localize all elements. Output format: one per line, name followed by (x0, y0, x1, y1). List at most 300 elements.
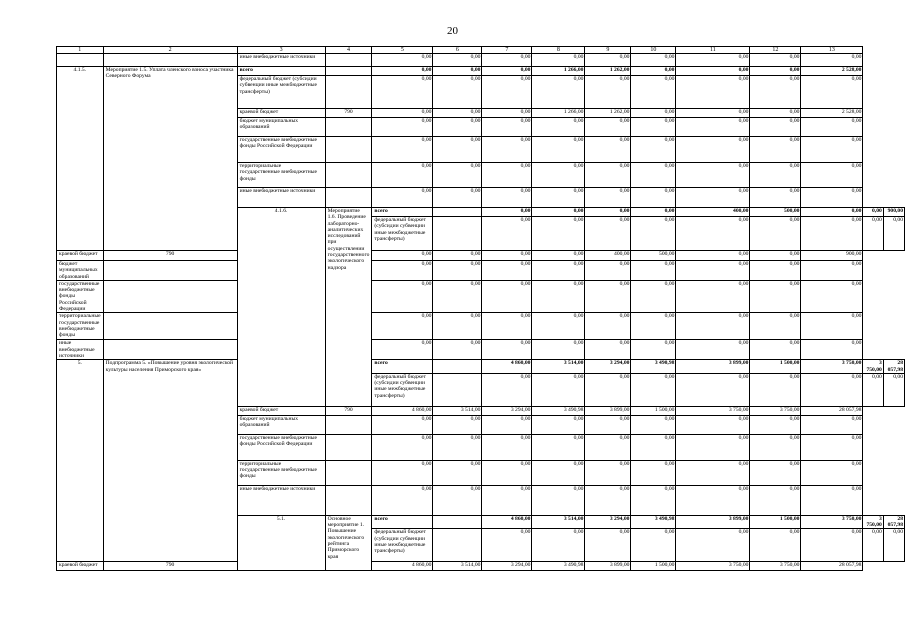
amount-cell: 1 262,00 (585, 67, 631, 76)
amount-cell: 0,00 (532, 137, 585, 163)
amount-cell: 0,00 (372, 67, 433, 76)
budget-code-cell (325, 460, 372, 485)
amount-cell: 0,00 (801, 373, 863, 406)
amount-cell: 0,00 (801, 434, 863, 460)
amount-cell: 0,00 (482, 434, 532, 460)
amount-cell: 0,00 (801, 460, 863, 485)
amount-cell: 0,00 (433, 76, 482, 109)
amount-cell: 0,00 (585, 118, 631, 137)
amount-cell: 0,00 (585, 485, 631, 515)
amount-cell: 0,00 (750, 217, 801, 251)
page-number: 20 (447, 25, 458, 37)
amount-cell: 0,00 (801, 415, 863, 434)
amount-cell: 0,00 (631, 109, 676, 118)
amount-cell: 0,00 (433, 434, 482, 460)
amount-cell: 0,00 (532, 54, 585, 67)
funding-source-cell: иные внебюджетные источники (237, 54, 325, 67)
amount-cell: 0,00 (482, 163, 532, 188)
row-number-cell: 4.1.6. (237, 208, 325, 407)
amount-cell: 0,00 (433, 485, 482, 515)
funding-source-cell: бюджет муниципальных образований (237, 118, 325, 137)
amount-cell: 0,00 (532, 340, 585, 360)
amount-cell: 0,00 (482, 208, 532, 217)
amount-cell: 0,00 (532, 460, 585, 485)
amount-cell: 0,00 (532, 163, 585, 188)
amount-cell: 0,00 (676, 280, 750, 312)
column-number-6: 6 (433, 47, 482, 54)
amount-cell: 4 860,00 (372, 562, 433, 571)
amount-cell: 0,00 (750, 280, 801, 312)
amount-cell: 0,00 (801, 485, 863, 515)
column-number-1: 1 (57, 47, 104, 54)
amount-cell: 0,00 (676, 217, 750, 251)
amount-cell: 0,00 (433, 340, 482, 360)
amount-cell: 0,00 (801, 137, 863, 163)
amount-cell: 0,00 (631, 460, 676, 485)
amount-cell: 0,00 (433, 313, 482, 340)
amount-cell: 0,00 (676, 109, 750, 118)
amount-cell: 3 750,00 (863, 360, 883, 374)
amount-cell: 0,00 (482, 188, 532, 208)
budget-code-cell (433, 529, 482, 562)
amount-cell: 28 057,98 (801, 562, 863, 571)
amount-cell: 0,00 (631, 373, 676, 406)
amount-cell: 0,00 (631, 485, 676, 515)
budget-code-cell (325, 76, 372, 109)
amount-cell: 0,00 (585, 434, 631, 460)
amount-cell: 0,00 (532, 217, 585, 251)
funding-source-cell: краевой бюджет (57, 562, 104, 571)
amount-cell: 0,00 (372, 415, 433, 434)
amount-cell: 0,00 (676, 54, 750, 67)
budget-code-cell (325, 67, 372, 76)
column-number-10: 10 (631, 47, 676, 54)
amount-cell: 0,00 (585, 280, 631, 312)
amount-cell: 1 266,00 (532, 67, 585, 76)
amount-cell: 0,00 (372, 163, 433, 188)
amount-cell: 0,00 (801, 340, 863, 360)
amount-cell: 0,00 (482, 529, 532, 562)
amount-cell: 0,00 (750, 76, 801, 109)
budget-code-cell: 790 (103, 562, 237, 571)
budget-code-cell (433, 208, 482, 217)
amount-cell: 0,00 (433, 415, 482, 434)
amount-cell: 0,00 (585, 415, 631, 434)
table-row (57, 313, 905, 340)
funding-source-cell: федеральный бюджет (субсидии субвенции иные межбюджетные трансферты) (237, 76, 325, 109)
activity-title-cell: Подпрограмма 5. «Повышение уровня экологической культуры населения Приморского края» (103, 360, 237, 562)
funding-source-cell: территориальные государственные внебюджетные фонды (237, 163, 325, 188)
budget-code-cell (103, 280, 237, 312)
amount-cell: 4 860,00 (372, 406, 433, 415)
amount-cell: 1 500,00 (750, 515, 801, 529)
row-number-cell: 5.1. (237, 515, 325, 571)
amount-cell: 2 528,00 (801, 67, 863, 76)
amount-cell: 0,00 (433, 251, 482, 261)
amount-cell: 0,00 (750, 313, 801, 340)
budget-code-cell (433, 360, 482, 374)
amount-cell: 0,00 (801, 313, 863, 340)
amount-cell: 0,00 (482, 415, 532, 434)
column-number-8: 8 (532, 47, 585, 54)
amount-cell: 0,00 (631, 340, 676, 360)
table-row (57, 360, 905, 374)
amount-cell: 0,00 (750, 109, 801, 118)
amount-cell: 0,00 (631, 415, 676, 434)
column-number-4: 4 (325, 47, 372, 54)
amount-cell: 0,00 (801, 217, 863, 251)
amount-cell: 0,00 (631, 280, 676, 312)
budget-table-container (56, 46, 905, 571)
budget-code-cell: 790 (325, 406, 372, 415)
amount-cell: 0,00 (482, 460, 532, 485)
column-number-5: 5 (372, 47, 433, 54)
amount-cell: 3 750,00 (676, 562, 750, 571)
amount-cell: 0,00 (676, 529, 750, 562)
amount-cell: 0,00 (631, 313, 676, 340)
funding-source-cell: бюджет муниципальных образований (237, 415, 325, 434)
amount-cell: 0,00 (585, 208, 631, 217)
amount-cell: 1 500,00 (750, 360, 801, 374)
amount-cell: 3 490,98 (532, 406, 585, 415)
activity-title-cell: Мероприятие 1.6. Проведение лабораторно-аналитических исследований при осуществлении государственного экологического надзора (325, 208, 372, 407)
activity-title-cell: Основное мероприятие 1. Повышение экологического рейтинга Приморского края (325, 515, 372, 571)
row-number-cell (57, 54, 104, 67)
column-number-11: 11 (676, 47, 750, 54)
amount-cell: 0,00 (750, 137, 801, 163)
table-row (57, 251, 905, 261)
amount-cell: 0,00 (676, 251, 750, 261)
table-row (57, 280, 905, 312)
amount-cell: 0,00 (433, 188, 482, 208)
funding-source-cell: всего (237, 67, 325, 76)
amount-cell: 3 750,00 (863, 515, 883, 529)
amount-cell: 0,00 (532, 529, 585, 562)
amount-cell: 400,00 (585, 251, 631, 261)
amount-cell: 0,00 (631, 76, 676, 109)
amount-cell: 0,00 (676, 313, 750, 340)
amount-cell: 0,00 (801, 54, 863, 67)
amount-cell: 0,00 (801, 529, 863, 562)
amount-cell: 0,00 (372, 137, 433, 163)
amount-cell: 0,00 (372, 188, 433, 208)
amount-cell: 28 057,98 (801, 406, 863, 415)
amount-cell: 0,00 (372, 485, 433, 515)
activity-title-cell (103, 54, 237, 67)
amount-cell: 0,00 (631, 163, 676, 188)
amount-cell: 2 528,00 (801, 109, 863, 118)
amount-cell: 0,00 (585, 460, 631, 485)
amount-cell: 0,00 (676, 434, 750, 460)
budget-code-cell (325, 485, 372, 515)
amount-cell: 0,00 (585, 313, 631, 340)
funding-source-cell: территориальные государственные внебюджетные фонды (237, 460, 325, 485)
amount-cell: 500,00 (750, 208, 801, 217)
budget-code-cell (325, 118, 372, 137)
funding-source-cell: бюджет муниципальных образований (57, 261, 104, 281)
amount-cell: 0,00 (482, 54, 532, 67)
amount-cell: 0,00 (750, 261, 801, 281)
amount-cell: 0,00 (585, 261, 631, 281)
funding-source-cell: государственные внебюджетные фонды Российской Федерации (57, 280, 104, 312)
amount-cell: 3 490,98 (532, 562, 585, 571)
amount-cell: 3 750,00 (750, 562, 801, 571)
budget-code-cell (103, 340, 237, 360)
amount-cell: 0,00 (372, 434, 433, 460)
amount-cell: 0,00 (631, 217, 676, 251)
amount-cell: 0,00 (883, 529, 904, 562)
amount-cell: 28 057,98 (883, 515, 904, 529)
amount-cell: 0,00 (482, 217, 532, 251)
amount-cell: 500,00 (631, 251, 676, 261)
amount-cell: 3 294,00 (585, 360, 631, 374)
amount-cell: 3 750,00 (676, 406, 750, 415)
amount-cell: 0,00 (372, 109, 433, 118)
amount-cell: 3 750,00 (801, 515, 863, 529)
amount-cell: 400,00 (676, 208, 750, 217)
funding-source-cell: государственные внебюджетные фонды Российской Федерации (237, 137, 325, 163)
budget-code-cell (433, 217, 482, 251)
amount-cell: 3 899,00 (676, 360, 750, 374)
amount-cell: 0,00 (482, 485, 532, 515)
amount-cell: 0,00 (750, 118, 801, 137)
amount-cell: 0,00 (585, 217, 631, 251)
amount-cell: 0,00 (750, 415, 801, 434)
amount-cell: 0,00 (750, 373, 801, 406)
amount-cell: 0,00 (801, 261, 863, 281)
amount-cell: 0,00 (750, 529, 801, 562)
amount-cell: 0,00 (585, 529, 631, 562)
amount-cell: 4 860,00 (482, 515, 532, 529)
funding-source-cell: краевой бюджет (237, 109, 325, 118)
amount-cell: 0,00 (631, 208, 676, 217)
amount-cell: 1 262,00 (585, 109, 631, 118)
funding-source-cell: иные внебюджетные источники (237, 485, 325, 515)
amount-cell: 0,00 (532, 313, 585, 340)
row-number-cell: 4.1.5. (57, 67, 104, 251)
amount-cell: 1 500,00 (631, 406, 676, 415)
amount-cell: 0,00 (883, 373, 904, 406)
amount-cell: 0,00 (482, 109, 532, 118)
amount-cell: 0,00 (676, 485, 750, 515)
column-number-9: 9 (585, 47, 631, 54)
amount-cell: 0,00 (801, 208, 863, 217)
amount-cell: 3 750,00 (750, 406, 801, 415)
amount-cell: 0,00 (801, 118, 863, 137)
amount-cell: 0,00 (433, 280, 482, 312)
amount-cell: 0,00 (433, 118, 482, 137)
budget-code-cell (325, 188, 372, 208)
amount-cell: 3 294,00 (585, 515, 631, 529)
funding-source-cell: всего (372, 515, 433, 529)
amount-cell: 0,00 (585, 54, 631, 67)
row-number-cell: 5. (57, 360, 104, 562)
table-row (57, 562, 905, 571)
amount-cell: 3 294,00 (482, 562, 532, 571)
amount-cell: 0,00 (372, 118, 433, 137)
amount-cell: 0,00 (372, 313, 433, 340)
amount-cell: 3 514,00 (532, 515, 585, 529)
amount-cell: 28 057,98 (883, 360, 904, 374)
amount-cell: 0,00 (433, 460, 482, 485)
amount-cell: 1 266,00 (532, 109, 585, 118)
amount-cell: 0,00 (631, 67, 676, 76)
amount-cell: 0,00 (482, 340, 532, 360)
amount-cell: 0,00 (532, 261, 585, 281)
amount-cell: 0,00 (532, 251, 585, 261)
budget-table (56, 46, 905, 571)
amount-cell: 0,00 (801, 188, 863, 208)
amount-cell: 0,00 (372, 54, 433, 67)
amount-cell: 0,00 (750, 67, 801, 76)
amount-cell: 0,00 (482, 373, 532, 406)
amount-cell: 900,00 (883, 208, 904, 217)
column-number-2: 2 (103, 47, 237, 54)
amount-cell: 0,00 (863, 217, 883, 251)
activity-title-cell: Мероприятие 1.5. Уплата членского взноса участника Северного Форума (103, 67, 237, 251)
funding-source-cell: федеральный бюджет (субсидии субвенции иные межбюджетные трансферты) (372, 373, 433, 406)
amount-cell: 0,00 (676, 188, 750, 208)
amount-cell: 0,00 (750, 188, 801, 208)
amount-cell: 0,00 (801, 76, 863, 109)
amount-cell: 0,00 (482, 118, 532, 137)
amount-cell: 0,00 (482, 280, 532, 312)
amount-cell: 0,00 (676, 373, 750, 406)
funding-source-cell: иные внебюджетные источники (237, 188, 325, 208)
amount-cell: 0,00 (750, 340, 801, 360)
amount-cell: 3 294,00 (482, 406, 532, 415)
budget-code-cell (103, 261, 237, 281)
amount-cell: 0,00 (433, 261, 482, 281)
budget-code-cell (325, 434, 372, 460)
amount-cell: 0,00 (631, 434, 676, 460)
budget-code-cell (433, 373, 482, 406)
amount-cell: 0,00 (372, 261, 433, 281)
amount-cell: 0,00 (631, 261, 676, 281)
amount-cell: 3 899,00 (676, 515, 750, 529)
funding-source-cell: федеральный бюджет (субсидии субвенции иные межбюджетные трансферты) (372, 217, 433, 251)
amount-cell: 0,00 (482, 251, 532, 261)
funding-source-cell: краевой бюджет (57, 251, 104, 261)
amount-cell: 0,00 (482, 313, 532, 340)
amount-cell: 0,00 (676, 415, 750, 434)
amount-cell: 0,00 (750, 251, 801, 261)
budget-code-cell (325, 163, 372, 188)
amount-cell: 0,00 (676, 261, 750, 281)
table-row (57, 67, 905, 76)
amount-cell: 0,00 (801, 163, 863, 188)
amount-cell: 0,00 (482, 76, 532, 109)
funding-source-cell: федеральный бюджет (субсидии субвенции иные межбюджетные трансферты) (372, 529, 433, 562)
table-row (57, 340, 905, 360)
budget-code-cell (433, 515, 482, 529)
amount-cell: 0,00 (532, 188, 585, 208)
amount-cell: 0,00 (433, 67, 482, 76)
table-row (57, 54, 905, 67)
column-number-13: 13 (801, 47, 863, 54)
amount-cell: 0,00 (372, 251, 433, 261)
amount-cell: 0,00 (863, 208, 883, 217)
amount-cell: 3 514,00 (532, 360, 585, 374)
column-number-12: 12 (750, 47, 801, 54)
budget-code-cell: 790 (325, 109, 372, 118)
amount-cell: 0,00 (750, 54, 801, 67)
amount-cell: 0,00 (532, 373, 585, 406)
funding-source-cell: всего (372, 360, 433, 374)
budget-code-cell (103, 313, 237, 340)
amount-cell: 0,00 (433, 137, 482, 163)
amount-cell: 0,00 (631, 529, 676, 562)
amount-cell: 0,00 (676, 137, 750, 163)
amount-cell: 0,00 (750, 485, 801, 515)
amount-cell: 0,00 (631, 137, 676, 163)
amount-cell: 0,00 (750, 460, 801, 485)
amount-cell: 0,00 (585, 373, 631, 406)
amount-cell: 0,00 (482, 67, 532, 76)
amount-cell: 3 490,98 (631, 360, 676, 374)
amount-cell: 0,00 (585, 137, 631, 163)
amount-cell: 0,00 (676, 118, 750, 137)
amount-cell: 0,00 (585, 76, 631, 109)
column-number-3: 3 (237, 47, 325, 54)
amount-cell: 0,00 (482, 261, 532, 281)
funding-source-cell: государственные внебюджетные фонды Российской Федерации (237, 434, 325, 460)
amount-cell: 0,00 (676, 76, 750, 109)
amount-cell: 0,00 (532, 118, 585, 137)
funding-source-cell: иные внебюджетные источники (57, 340, 104, 360)
amount-cell: 0,00 (585, 163, 631, 188)
amount-cell: 0,00 (676, 67, 750, 76)
column-number-7: 7 (482, 47, 532, 54)
amount-cell: 1 500,00 (631, 562, 676, 571)
amount-cell: 3 750,00 (801, 360, 863, 374)
amount-cell: 0,00 (532, 208, 585, 217)
amount-cell: 0,00 (801, 280, 863, 312)
budget-code-cell (325, 415, 372, 434)
amount-cell: 0,00 (863, 373, 883, 406)
amount-cell: 3 514,00 (433, 562, 482, 571)
amount-cell: 0,00 (433, 163, 482, 188)
amount-cell: 0,00 (433, 54, 482, 67)
budget-code-cell: 790 (103, 251, 237, 261)
amount-cell: 0,00 (532, 434, 585, 460)
amount-cell: 0,00 (750, 434, 801, 460)
amount-cell: 0,00 (863, 529, 883, 562)
amount-cell: 0,00 (372, 280, 433, 312)
amount-cell: 0,00 (631, 188, 676, 208)
amount-cell: 0,00 (372, 340, 433, 360)
funding-source-cell: территориальные государственные внебюджетные фонды (57, 313, 104, 340)
budget-code-cell (325, 137, 372, 163)
amount-cell: 0,00 (372, 76, 433, 109)
amount-cell: 0,00 (532, 280, 585, 312)
amount-cell: 0,00 (532, 485, 585, 515)
amount-cell: 0,00 (676, 460, 750, 485)
budget-code-cell (325, 54, 372, 67)
amount-cell: 0,00 (585, 188, 631, 208)
amount-cell: 0,00 (676, 340, 750, 360)
amount-cell: 0,00 (631, 118, 676, 137)
amount-cell: 3 899,00 (585, 406, 631, 415)
amount-cell: 0,00 (676, 163, 750, 188)
amount-cell: 3 899,00 (585, 562, 631, 571)
amount-cell: 0,00 (631, 54, 676, 67)
amount-cell: 0,00 (372, 460, 433, 485)
amount-cell: 3 514,00 (433, 406, 482, 415)
amount-cell: 0,00 (585, 340, 631, 360)
amount-cell: 0,00 (532, 415, 585, 434)
amount-cell: 0,00 (433, 109, 482, 118)
